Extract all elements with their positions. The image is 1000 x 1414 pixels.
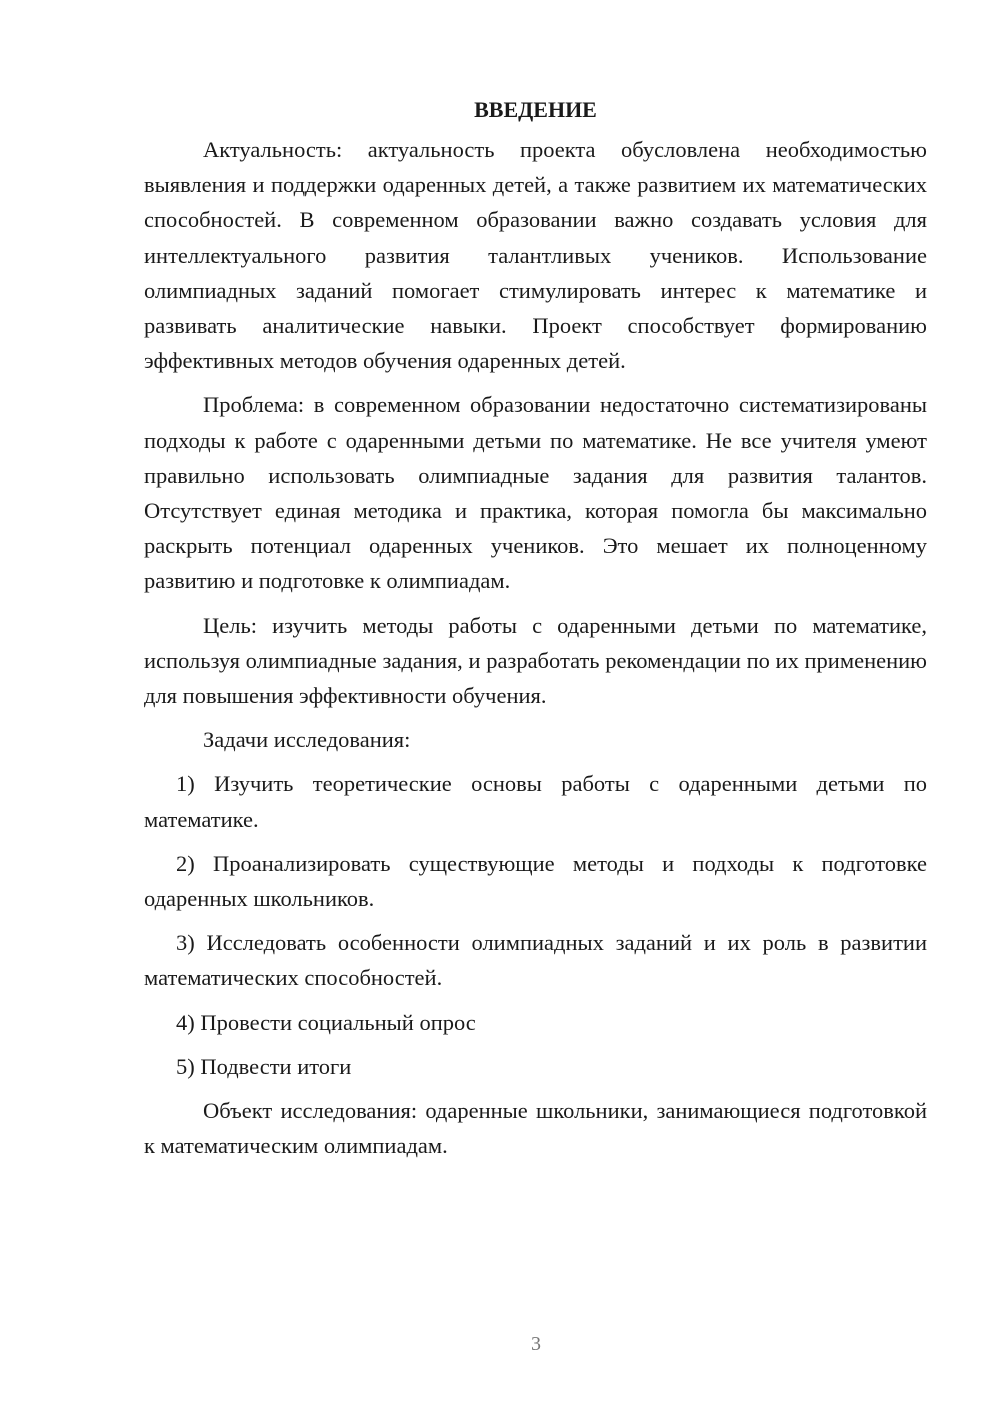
section-heading: ВВЕДЕНИЕ [474,97,597,122]
problem-paragraph: Проблема: в современном образовании недостаточно систематизированы подходы к работе с одаренными детьми по математике. Не все учителя умеют правильно использовать олимпиадные задания для развития талантов. Отсутствует единая методика и практика, которая помогла бы максимально раскрыть потенциал одаренных учеников. Это мешает их полноценному развитию и подготовке к олимпиадам. [144,392,927,594]
goal-paragraph: Цель: изучить методы работы с одаренными детьми по математике, используя олимпиадные задания, и разработать рекомендации по их применению для повышения эффективности обучения. [144,612,927,709]
task-item-4: 4) Провести социальный опрос [176,1009,476,1035]
task-item-5: 5) Подвести итоги [176,1053,352,1079]
page-content [144,92,927,1172]
relevance-paragraph: Актуальность: актуальность проекта обусловлена необходимостью выявления и поддержки одаренных детей, а также развитием их математических способностей. В современном образовании важно создавать условия для интеллектуального развития талантливых учеников. Использование олимпиадных заданий помогает стимулировать интерес к математике и развивать аналитические навыки. Проект способствует формированию эффективных методов обучения одаренных детей. [144,137,927,374]
task-item-3: 3) Исследовать особенности олимпиадных заданий и их роль в развитии математических способностей. [144,930,927,991]
object-paragraph: Объект исследования: одаренные школьники, занимающиеся подготовкой к математическим олимпиадам. [144,1098,927,1159]
page-number: 3 [531,1333,541,1355]
task-item-1: 1) Изучить теоретические основы работы с одаренными детьми по математике. [144,771,927,832]
tasks-heading: Задачи исследования: [203,727,411,753]
task-item-2: 2) Проанализировать существующие методы и подходы к подготовке одаренных школьников. [144,850,927,912]
